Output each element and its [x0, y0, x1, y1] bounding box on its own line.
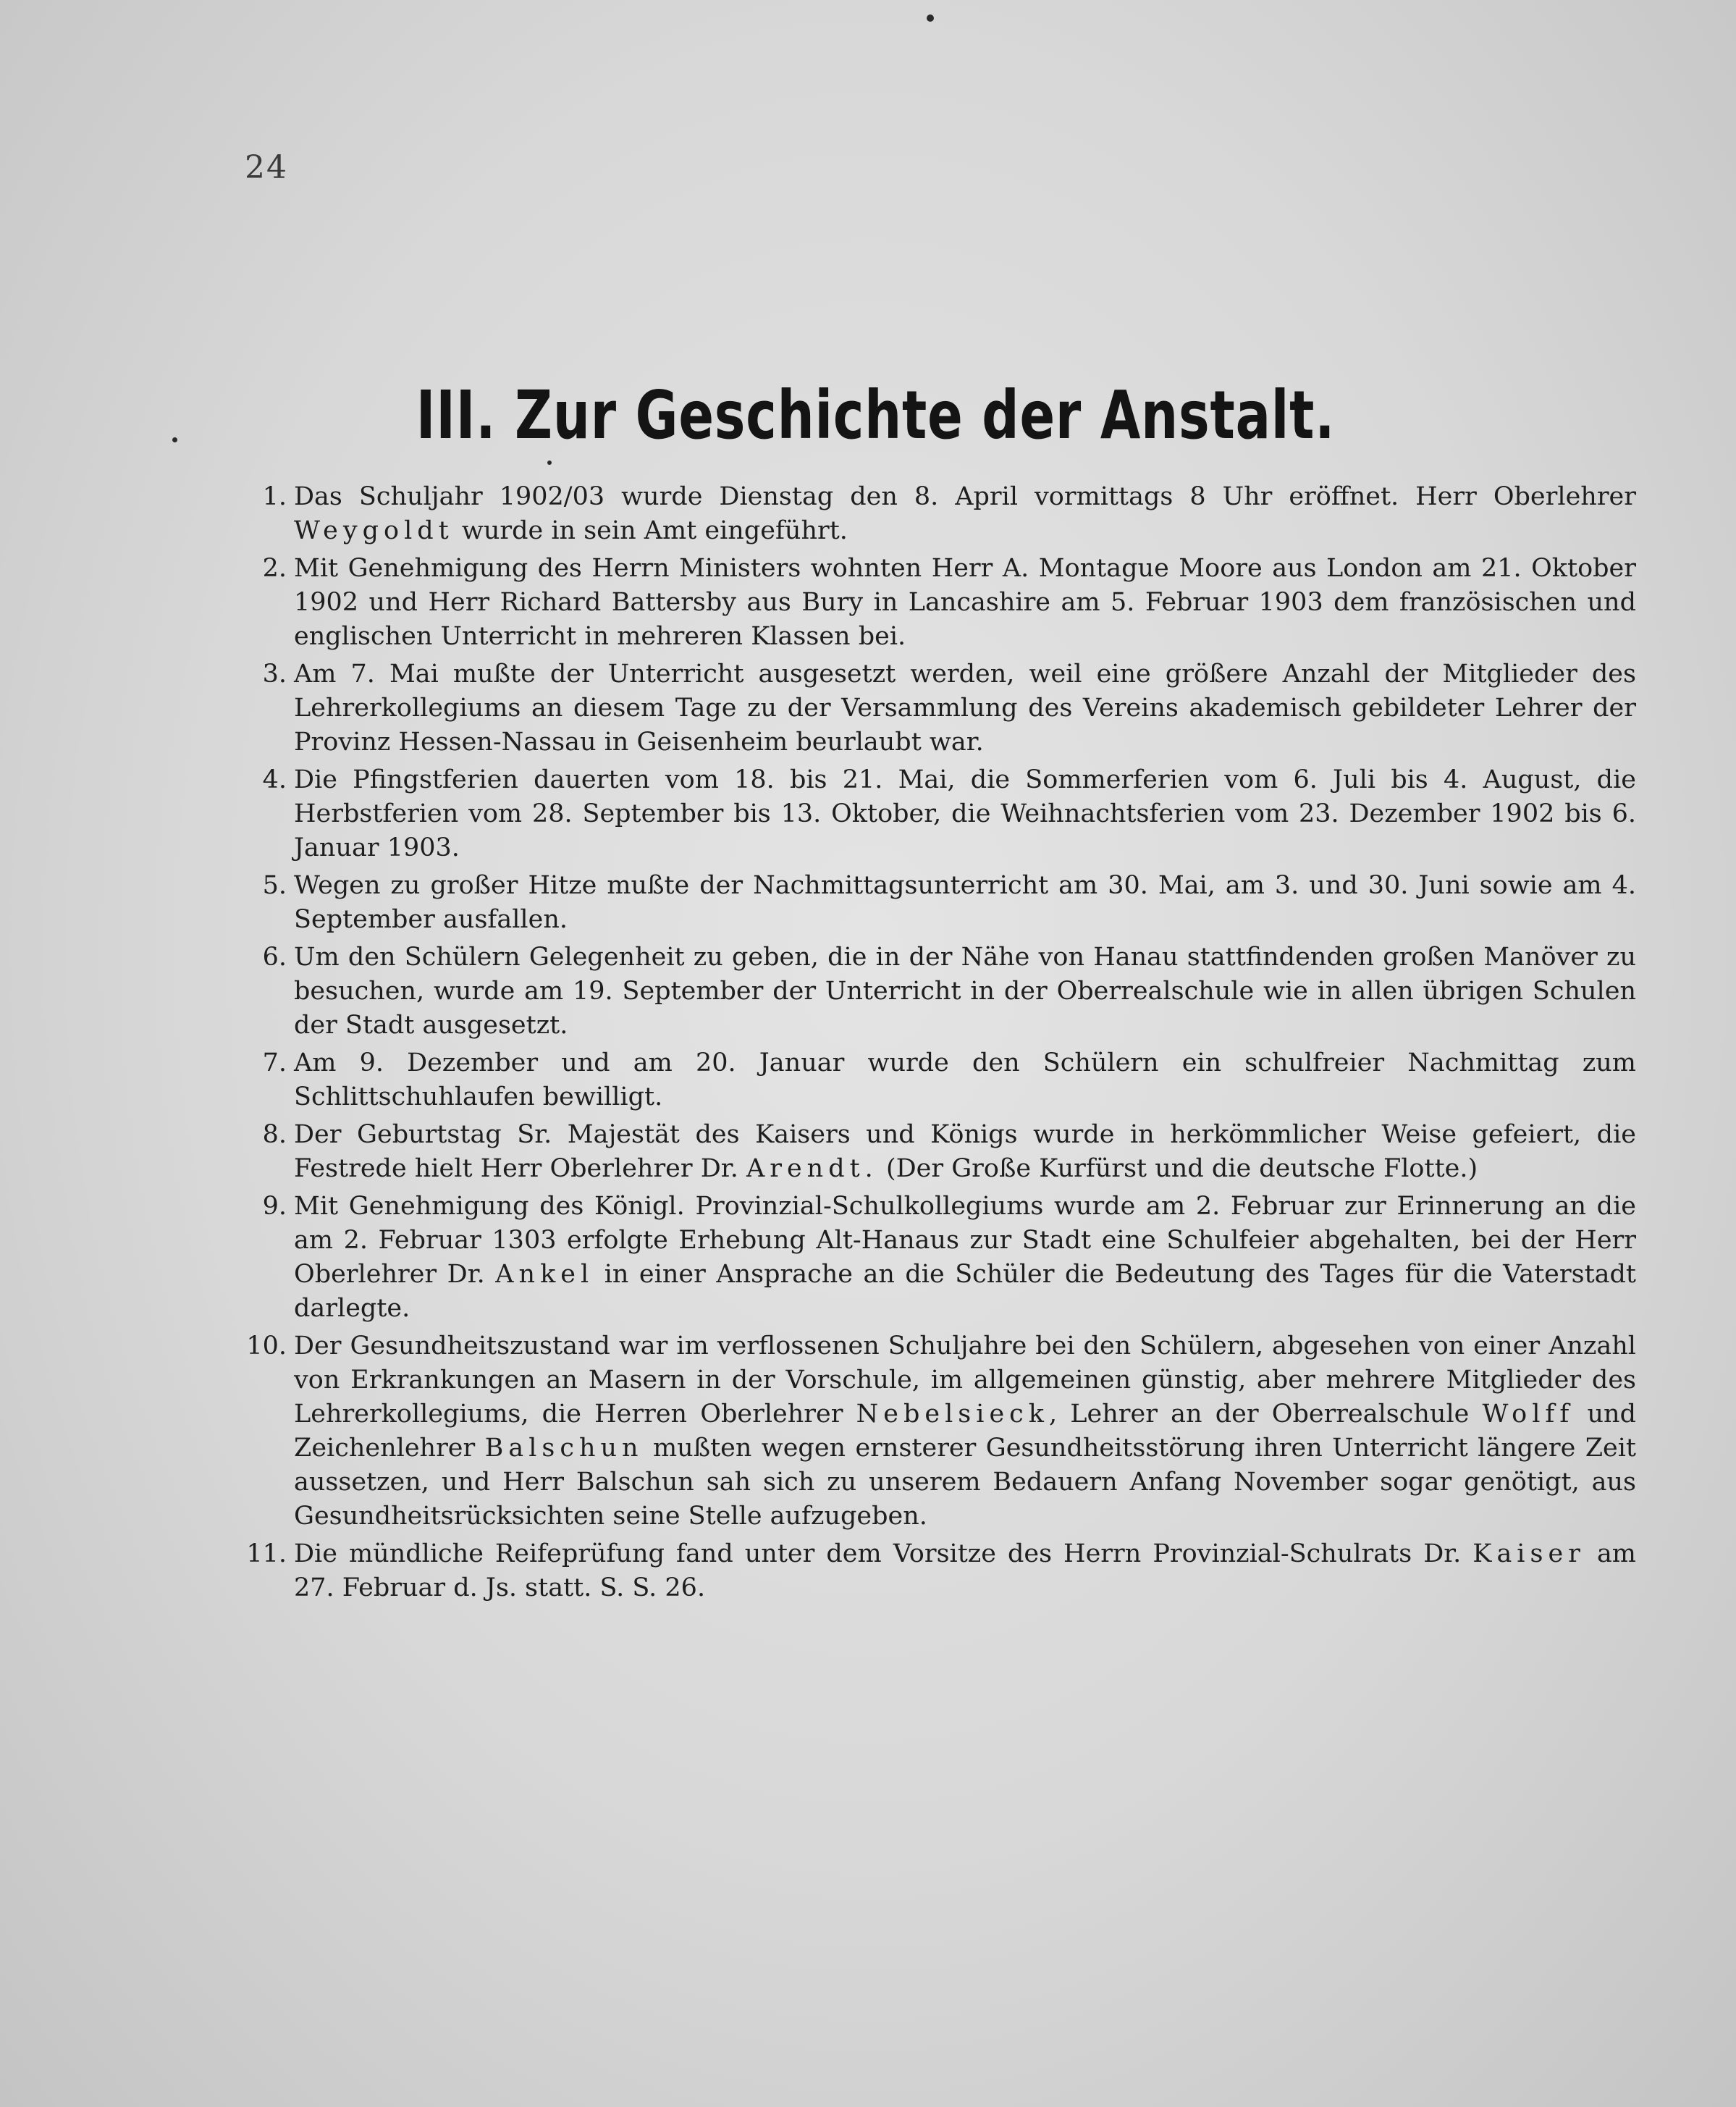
text-segment: Am 9. Dezember und am 20. Januar wurde den Schülern ein schulfreier Nachmittag zum Schlittschuhlaufen bewilligt. [294, 1048, 1636, 1111]
item-number: 6. [262, 943, 287, 972]
spaced-name: Arendt. [746, 1154, 878, 1183]
item-text [294, 1046, 1636, 1114]
text-segment: Wegen zu großer Hitze mußte der Nachmittagsunterricht am 30. Mai, am 3. und 30. Juni sowie am 4. September ausfallen. [294, 871, 1636, 934]
item-number: 2. [262, 554, 287, 583]
item-number: 8. [262, 1120, 287, 1149]
text-segment: Das Schuljahr 1902/03 wurde Dienstag den 8. April vormittags 8 Uhr eröffnet. Herr Oberlehrer [294, 482, 1636, 511]
item-number: 1. [262, 482, 287, 511]
spaced-name: Nebelsieck [856, 1400, 1049, 1429]
text-segment: am 27. Februar d. Js. statt. S. S. 26. [294, 1539, 1636, 1602]
text-segment: Der Geburtstag Sr. Majestät des Kaisers und Königs wurde in herkömmlicher Weise gefeiert, die Festrede hielt Herr Oberlehrer Dr. [294, 1120, 1636, 1183]
list-item [262, 763, 1636, 865]
text-segment: und Zeichenlehrer [294, 1400, 1636, 1463]
item-text [294, 1329, 1636, 1534]
item-number: 11. [246, 1539, 287, 1568]
list-item [262, 869, 1636, 937]
text-segment: wurde in sein Amt eingeführt. [453, 516, 848, 545]
section-title: III. Zur Geschichte der Anstalt. [416, 377, 1336, 454]
item-text [294, 869, 1636, 937]
spaced-name: Ankel [495, 1260, 594, 1289]
text-segment: Mit Genehmigung des Königl. Provinzial-Schulkollegiums wurde am 2. Februar zur Erinnerung an die am 2. Februar 1303 erfolgte Erhebung Alt-Hanaus zur Stadt eine Schulfeier abgehalten, bei der Herr Oberlehrer Dr. [294, 1192, 1636, 1289]
item-number: 3. [262, 660, 287, 689]
print-speck [547, 460, 552, 465]
spaced-name: Wolff [1482, 1400, 1575, 1429]
text-segment: mußten wegen ernsterer Gesundheitsstörung ihren Unterricht längere Zeit aussetzen, und Herr Balschun sah sich zu unserem Bedauern Anfang November sogar genötigt, aus Gesundheitsrücksichten seine Stelle aufzugeben. [294, 1434, 1636, 1531]
item-text [294, 941, 1636, 1043]
item-text [294, 763, 1636, 865]
list-item [262, 941, 1636, 1043]
text-segment: , Lehrer an der Oberrealschule [1048, 1400, 1483, 1429]
text-segment: (Der Große Kurfürst und die deutsche Flotte.) [877, 1154, 1478, 1183]
item-number: 7. [262, 1048, 287, 1077]
item-text [294, 1190, 1636, 1326]
list-item [262, 1190, 1636, 1326]
text-segment: Der Gesundheitszustand war im verflossenen Schuljahre bei den Schülern, abgesehen von einer Anzahl von Erkrankungen an Masern in der Vorschule, im allgemeinen günstig, aber mehrere Mitglieder des Lehrerkollegiums, die Herren Oberlehrer [294, 1332, 1636, 1429]
chronicle-list [246, 480, 1636, 1609]
item-number: 10. [246, 1332, 287, 1360]
item-text [294, 480, 1636, 548]
text-segment: Um den Schülern Gelegenheit zu geben, die in der Nähe von Hanau stattfindenden großen Manöver zu besuchen, wurde am 19. September der Unterricht in der Oberrealschule wie in allen übrigen Schulen der Stadt ausgesetzt. [294, 943, 1636, 1040]
list-item [262, 480, 1636, 548]
item-number: 4. [262, 765, 287, 794]
spaced-name: Kaiser [1472, 1539, 1585, 1568]
list-item [262, 657, 1636, 760]
item-text [294, 1537, 1636, 1605]
page-number: 24 [245, 149, 288, 186]
item-number: 9. [262, 1192, 287, 1221]
item-text [294, 1118, 1636, 1186]
spaced-name: Weygoldt [294, 516, 454, 545]
item-text [294, 552, 1636, 654]
text-segment: in einer Ansprache an die Schüler die Bedeutung des Tages für die Vaterstadt darlegte. [294, 1260, 1636, 1323]
list-item [246, 1537, 1636, 1605]
text-segment: Die Pfingstferien dauerten vom 18. bis 21. Mai, die Sommerferien vom 6. Juli bis 4. August, die Herbstferien vom 28. September bis 13. Oktober, die Weihnachtsferien vom 23. Dezember 1902 bis 6. Januar 1903. [294, 765, 1636, 862]
text-segment: Mit Genehmigung des Herrn Ministers wohnten Herr A. Montague Moore aus London am 21. Oktober 1902 und Herr Richard Battersby aus Bury in Lancashire am 5. Februar 1903 dem französischen und englischen Unterricht in mehreren Klassen bei. [294, 554, 1636, 651]
item-number: 5. [262, 871, 287, 900]
list-item [246, 1329, 1636, 1534]
item-text [294, 657, 1636, 760]
list-item [262, 1046, 1636, 1114]
text-segment: Am 7. Mai mußte der Unterricht ausgesetzt werden, weil eine größere Anzahl der Mitglieder des Lehrerkollegiums an diesem Tage zu der Versammlung des Vereins akademisch gebildeter Lehrer der Provinz Hessen-Nassau in Geisenheim beurlaubt war. [294, 660, 1636, 757]
spaced-name: Balschun [484, 1434, 644, 1463]
list-item [262, 1118, 1636, 1186]
list-item [262, 552, 1636, 654]
print-speck [927, 14, 934, 22]
print-speck [172, 437, 177, 442]
text-segment: Die mündliche Reifeprüfung fand unter dem Vorsitze des Herrn Provinzial-Schulrats Dr. [294, 1539, 1473, 1568]
